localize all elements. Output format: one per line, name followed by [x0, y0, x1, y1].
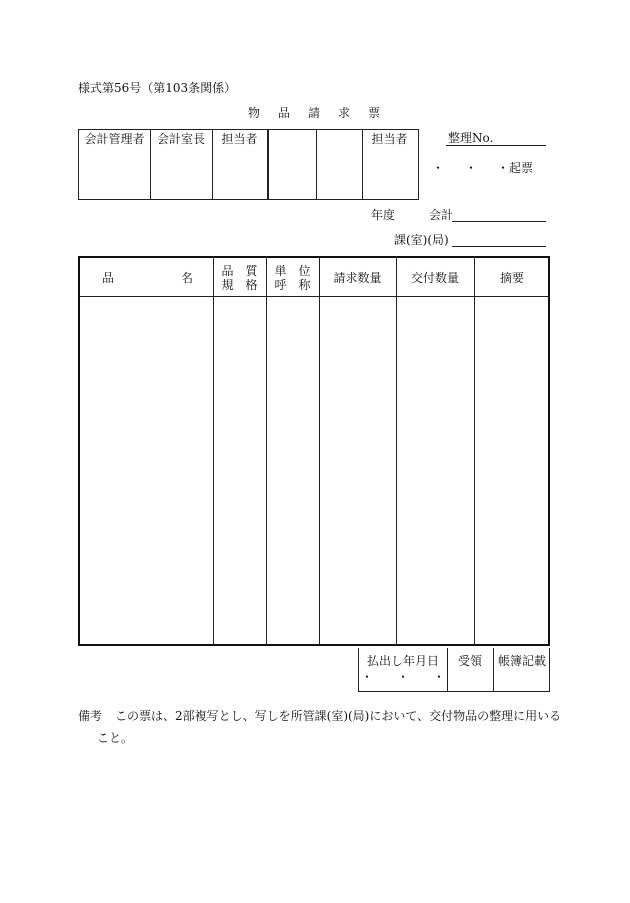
title-char: 求: [338, 106, 351, 120]
received-label: 受領: [457, 654, 482, 668]
item-table: [78, 256, 550, 646]
deliver-qty-column[interactable]: [397, 298, 474, 644]
note-text-cont: こと。: [97, 731, 134, 745]
ledger-label: 帳簿記載: [497, 654, 546, 668]
request-qty-column[interactable]: [320, 298, 396, 644]
stamp-cell[interactable]: 担当者: [212, 130, 269, 199]
kihyo-label: ・起票: [497, 161, 534, 175]
form-id: 様式第56号（第103条関係）: [78, 81, 237, 95]
nendo-label: 年度: [371, 208, 396, 222]
stamp-cell[interactable]: 会計管理者: [79, 130, 151, 199]
ka-label: 課(室)(局): [394, 233, 449, 247]
seiri-no-field[interactable]: [446, 145, 546, 146]
received-stamp-area[interactable]: [448, 670, 493, 690]
approval-stamp-box: [78, 129, 419, 200]
stamp-cell[interactable]: 担当者: [371, 132, 408, 146]
seiri-no-label: 整理No.: [448, 131, 494, 145]
remarks-column[interactable]: [475, 298, 550, 644]
kaikei-field[interactable]: [452, 221, 546, 222]
stamp-cell[interactable]: [316, 130, 363, 199]
note-label: 備考: [78, 709, 103, 723]
note-text: この票は、2部複写とし、写しを所管課(室)(局)において、交付物品の整理に用いる: [115, 709, 562, 723]
header-remarks: 摘要: [499, 271, 524, 285]
date-dot: ・: [432, 161, 445, 175]
kaikei-label: 会計: [429, 208, 454, 222]
item-name-column[interactable]: [80, 298, 213, 644]
title-char: 物: [248, 106, 261, 120]
header-item-name: 品 名: [102, 271, 194, 285]
header-unit: 単 位 呼 称: [274, 264, 311, 292]
quality-column[interactable]: [214, 298, 266, 644]
stamp-cell[interactable]: [269, 130, 317, 199]
header-deliver-qty: 交付数量: [410, 271, 459, 285]
date-dot: ・: [465, 161, 478, 175]
ka-field[interactable]: [452, 246, 546, 247]
header-request-qty: 請求数量: [333, 271, 382, 285]
title-char: 品: [278, 106, 291, 120]
ledger-stamp-area[interactable]: [494, 670, 550, 690]
stamp-cell[interactable]: 会計室長: [150, 130, 213, 199]
title-char: 票: [368, 106, 381, 120]
payout-date-label: 払出し年月日: [366, 654, 439, 668]
header-quality: 品 質 規 格: [221, 264, 258, 292]
payout-box: [358, 648, 550, 692]
payout-date-field[interactable]: ・ ・ ・: [360, 670, 445, 684]
unit-column[interactable]: [267, 298, 319, 644]
title-char: 請: [308, 106, 321, 120]
